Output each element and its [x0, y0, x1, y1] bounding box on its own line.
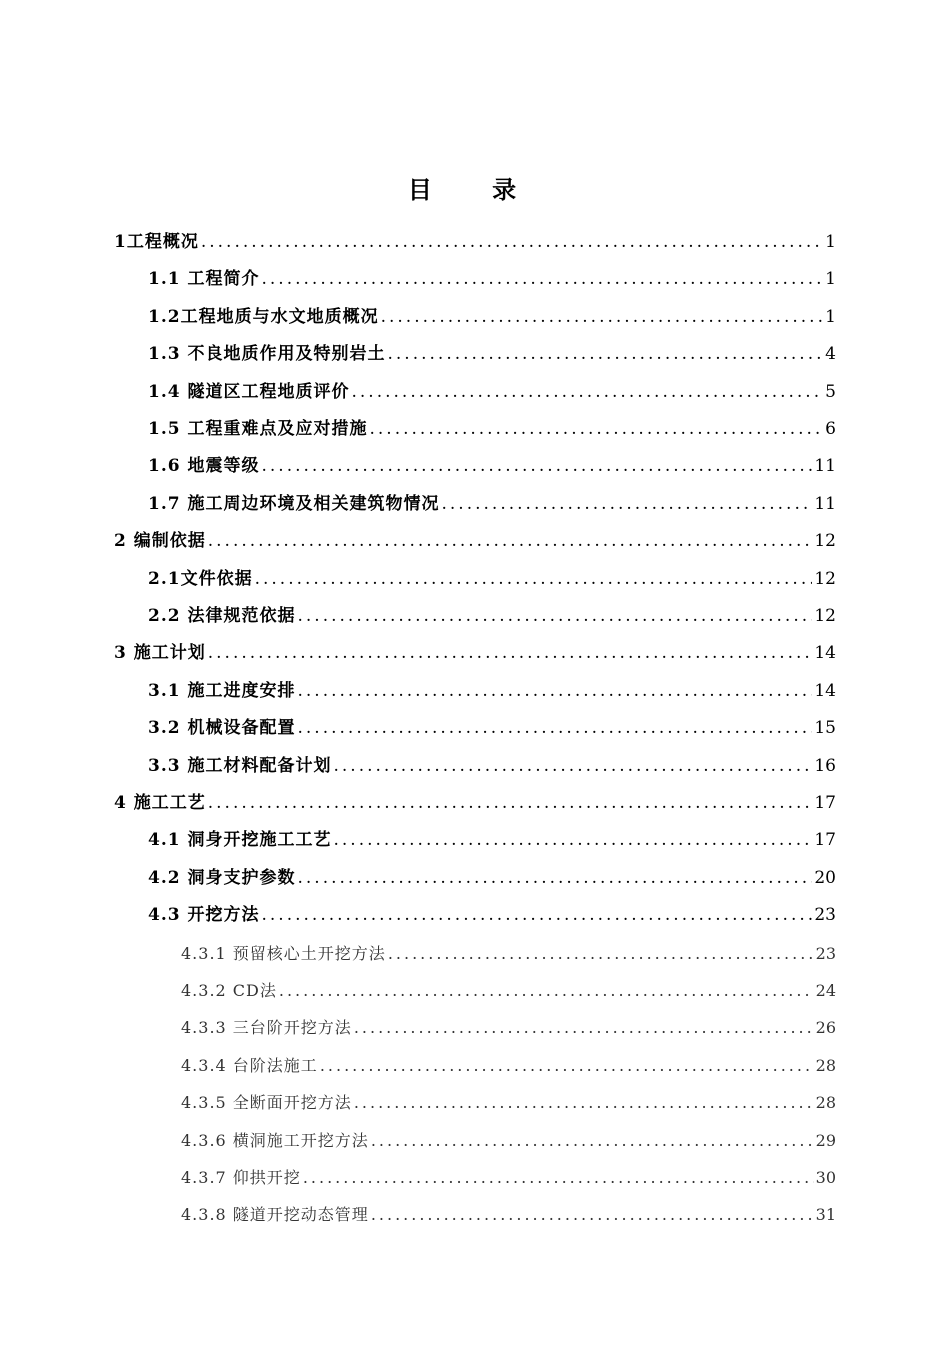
toc-entry-label: 4.3.5 全断面开挖方法: [181, 1093, 352, 1113]
toc-entry-label: 3.2 机械设备配置: [148, 718, 296, 739]
toc-dot-leader: [255, 561, 813, 598]
toc-entry-label: 1.5 工程重难点及应对措施: [148, 419, 368, 439]
toc-entry[interactable]: [148, 561, 836, 598]
toc-entry[interactable]: [181, 1159, 836, 1196]
toc-page-number: 12: [814, 606, 836, 626]
toc-dot-leader: [388, 935, 814, 972]
toc-page-number: 11: [814, 456, 836, 477]
toc-entry[interactable]: [148, 448, 836, 485]
toc-dot-leader: [371, 1196, 814, 1233]
toc-entry[interactable]: [181, 1084, 836, 1121]
toc-entry[interactable]: [148, 411, 836, 448]
toc-dot-leader: [298, 673, 813, 710]
toc-dot-leader: [298, 860, 813, 897]
toc-dot-leader: [262, 897, 813, 934]
toc-entry-label: 4.3.6 横洞施工开挖方法: [181, 1130, 369, 1150]
toc-entry[interactable]: [181, 1009, 836, 1046]
toc-page-number: 23: [815, 943, 836, 963]
toc-page-number: 12: [814, 568, 836, 589]
toc-title: 目 录: [407, 175, 543, 204]
toc-dot-leader: [262, 261, 824, 298]
toc-dot-leader: [370, 411, 824, 448]
toc-entry[interactable]: [181, 972, 836, 1009]
toc-entry[interactable]: [181, 935, 836, 972]
toc-dot-leader: [320, 1047, 814, 1084]
toc-page-number: 29: [815, 1130, 836, 1150]
toc-entry[interactable]: [181, 1196, 836, 1233]
toc-entry-label: 4.3 开挖方法: [148, 905, 260, 926]
toc-entry[interactable]: [148, 336, 836, 373]
toc-entry[interactable]: [148, 299, 836, 336]
toc-dot-leader: [371, 1122, 814, 1159]
toc-page-number: 31: [815, 1205, 836, 1225]
toc-page-number: 1: [825, 269, 836, 290]
toc-dot-leader: [303, 1159, 814, 1196]
toc-page-number: 11: [814, 493, 836, 514]
toc-dot-leader: [208, 635, 813, 672]
toc-dot-leader: [352, 374, 824, 411]
toc-entry[interactable]: [148, 822, 836, 859]
toc-dot-leader: [201, 224, 823, 261]
toc-entry-label: 4.2 洞身支护参数: [148, 867, 296, 888]
toc-entry-label: 4.3.8 隧道开挖动态管理: [181, 1205, 369, 1225]
toc-page-number: 6: [825, 419, 836, 439]
toc-entry[interactable]: [114, 635, 836, 672]
toc-entry-label: 4.3.2 CD法: [181, 981, 277, 1000]
toc-dot-leader: [354, 1009, 814, 1046]
toc-page-number: 16: [814, 755, 836, 776]
toc-entry[interactable]: [148, 598, 836, 635]
toc-entry-label: 1.1 工程简介: [148, 269, 260, 290]
toc-entry[interactable]: [148, 374, 836, 411]
toc-entry[interactable]: [114, 523, 836, 560]
toc-entry-label: 4.3.7 仰拱开挖: [181, 1168, 301, 1187]
toc-page-number: 26: [815, 1018, 836, 1038]
toc-entry[interactable]: [114, 785, 836, 822]
toc-page-number: 28: [815, 1055, 836, 1075]
toc-entry-label: 3.1 施工进度安排: [148, 680, 296, 701]
toc-entry-label: 1.4 隧道区工程地质评价: [148, 381, 350, 402]
toc-entry-label: 4.3.1 预留核心土开挖方法: [181, 943, 386, 963]
toc-dot-leader: [334, 748, 813, 785]
toc-entry[interactable]: [148, 486, 836, 523]
toc-dot-leader: [381, 299, 824, 336]
toc-entry[interactable]: [148, 897, 836, 934]
toc-entry[interactable]: [148, 261, 836, 298]
toc-dot-leader: [279, 972, 814, 1009]
toc-page-number: 24: [815, 981, 836, 1000]
toc-dot-leader: [208, 785, 813, 822]
toc-entry-label: 2.2 法律规范依据: [148, 606, 296, 626]
toc-entry[interactable]: [148, 710, 836, 747]
toc-entry-label: 4 施工工艺: [114, 793, 206, 813]
toc-entry-label: 1.6 地震等级: [148, 456, 260, 477]
toc-dot-leader: [298, 598, 813, 635]
toc-page-number: 30: [815, 1168, 836, 1187]
toc-entry-label: 1.2工程地质与水文地质概况: [148, 306, 379, 327]
toc-entry[interactable]: [181, 1047, 836, 1084]
toc-dot-leader: [262, 448, 813, 485]
toc-page-number: 14: [814, 680, 836, 701]
toc-page-number: 12: [814, 531, 836, 552]
toc-page-number: 28: [815, 1093, 836, 1113]
toc-entry-label: 3 施工计划: [114, 643, 206, 664]
toc-entry-label: 4.3.3 三台阶开挖方法: [181, 1018, 352, 1038]
toc-page-number: 1: [825, 306, 836, 327]
toc-page-number: 5: [825, 381, 836, 402]
toc-entry-label: 3.3 施工材料配备计划: [148, 755, 332, 776]
toc-dot-leader: [388, 336, 824, 373]
toc-page-number: 17: [814, 830, 836, 851]
toc-page-number: 1: [825, 232, 836, 252]
toc-dot-leader: [354, 1084, 814, 1121]
toc-entry[interactable]: [148, 673, 836, 710]
toc-entry-label: 1.3 不良地质作用及特别岩土: [148, 344, 386, 365]
toc-page-number: 17: [814, 793, 836, 813]
toc-entry-label: 4.3.4 台阶法施工: [181, 1055, 318, 1075]
toc-dot-leader: [208, 523, 813, 560]
toc-entry[interactable]: [114, 224, 836, 261]
toc-entry-label: 2 编制依据: [114, 531, 206, 552]
toc-dot-leader: [298, 710, 813, 747]
toc-page-number: 14: [814, 643, 836, 664]
toc-entry[interactable]: [148, 748, 836, 785]
toc-dot-leader: [334, 822, 813, 859]
toc-entry[interactable]: [148, 860, 836, 897]
toc-entry-label: 1工程概况: [114, 232, 199, 252]
toc-entry-label: 4.1 洞身开挖施工工艺: [148, 830, 332, 851]
toc-entry[interactable]: [181, 1122, 836, 1159]
toc-entry-label: 1.7 施工周边环境及相关建筑物情况: [148, 493, 440, 514]
toc-page-number: 20: [814, 867, 836, 888]
toc-page-number: 23: [814, 905, 836, 926]
toc-page-number: 4: [825, 344, 836, 365]
toc-entry-label: 2.1文件依据: [148, 568, 253, 589]
toc-page-number: 15: [814, 718, 836, 739]
toc-dot-leader: [442, 486, 813, 523]
